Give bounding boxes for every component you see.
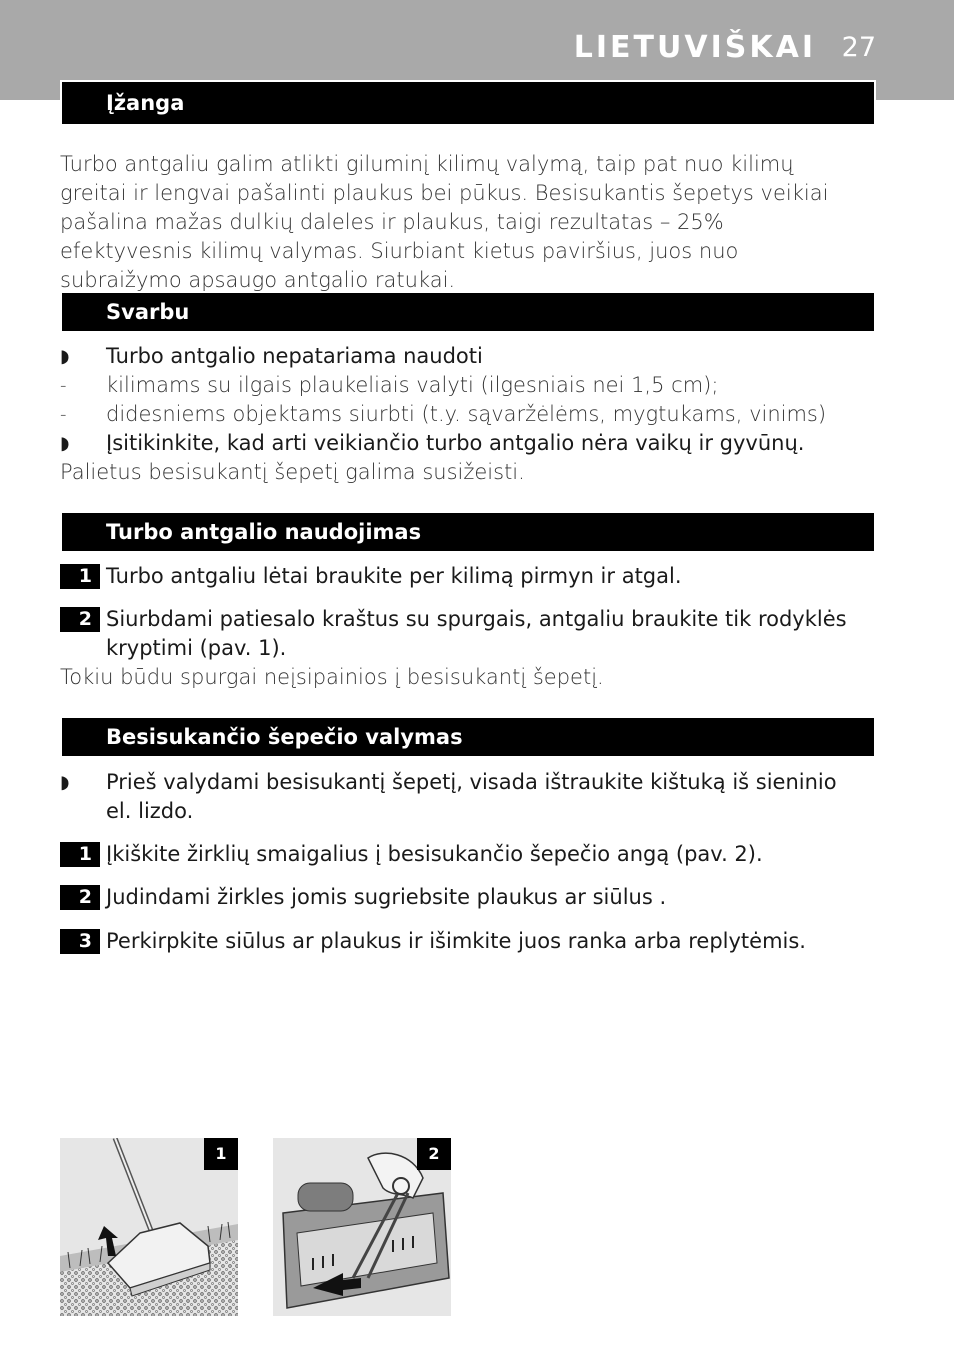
list-item — [60, 768, 850, 826]
bullet-marker-icon: ◗ — [60, 433, 70, 454]
intro-paragraph: Turbo antgaliu galim atlikti giluminį kilimų valymą, taip pat nuo kilimų greitai ir lengvai pašalinti plaukus bei pūkus. Besisukantis šepetys veikiai pašalina mažas dulkių daleles ir plaukus, taigi rezultatas – 25% efektyvesnis kilimų valymas. Siurbiant kietus paviršius, juos nuo subraižymo apsaugo antgalio ratukai. — [60, 152, 829, 292]
step-item — [60, 883, 850, 912]
figure-1 — [60, 1138, 238, 1316]
step-number-badge: 1 — [60, 842, 100, 867]
figure-2 — [273, 1138, 451, 1316]
step-number-badge: 2 — [60, 607, 100, 632]
bullet-text: Įsitikinkite, kad arti veikiančio turbo antgalio nėra vaikų ir gyvūnų. — [106, 431, 805, 455]
usage-note: Tokiu būdu spurgai neįsipainios į besisukantį šepetį. — [60, 665, 604, 689]
section-heading-cleaning: Besisukančio šepečio valymas — [62, 718, 874, 756]
important-note: Palietus besisukantį šepetį galima susižeisti. — [60, 460, 525, 484]
list-item — [60, 400, 850, 429]
step-text: Turbo antgaliu lėtai braukite per kilimą pirmyn ir atgal. — [106, 564, 682, 588]
step-text: Perkirpkite siūlus ar plaukus ir išimkite juos ranka arba replytėmis. — [106, 929, 806, 953]
step-text: Judindami žirkles jomis sugriebsite plaukus ar siūlus . — [106, 885, 667, 909]
step-item — [60, 840, 850, 869]
step-item — [60, 927, 850, 956]
page-number: 27 — [841, 32, 876, 63]
list-item — [60, 429, 850, 458]
bullet-text: Prieš valydami besisukantį šepetį, visada ištraukite kištuką iš sieninio el. lizdo. — [106, 770, 837, 823]
figure-label-2: 2 — [417, 1138, 451, 1170]
section-heading-intro: Įžanga — [62, 82, 874, 124]
list-item — [60, 371, 850, 400]
list-item — [60, 342, 850, 371]
bullet-marker-icon: ◗ — [60, 772, 70, 793]
step-item — [60, 605, 850, 663]
step-number-badge: 3 — [60, 929, 100, 954]
step-text: Siurbdami patiesalo kraštus su spurgais, antgaliu braukite tik rodyklės kryptimi (pav. 1). — [106, 607, 847, 660]
dash-text: kilimams su ilgais plaukeliais valyti (ilgesniais nei 1,5 cm); — [106, 373, 719, 397]
language-title: LIETUVIŠKAI — [573, 30, 816, 65]
step-item — [60, 562, 850, 591]
figure-label-1: 1 — [204, 1138, 238, 1170]
step-number-badge: 1 — [60, 564, 100, 589]
section-heading-usage: Turbo antgalio naudojimas — [62, 513, 874, 551]
bullet-text: Turbo antgalio nepatariama naudoti — [106, 344, 483, 368]
step-number-badge: 2 — [60, 885, 100, 910]
section-heading-important: Svarbu — [62, 293, 874, 331]
dash-marker: - — [60, 375, 67, 396]
bullet-marker-icon: ◗ — [60, 346, 70, 367]
step-text: Įkiškite žirklių smaigalius į besisukančio šepečio angą (pav. 2). — [106, 842, 763, 866]
dash-marker: - — [60, 404, 67, 425]
dash-text: didesniems objektams siurbti (t.y. sąvaržėlėms, mygtukams, vinims) — [106, 402, 827, 426]
